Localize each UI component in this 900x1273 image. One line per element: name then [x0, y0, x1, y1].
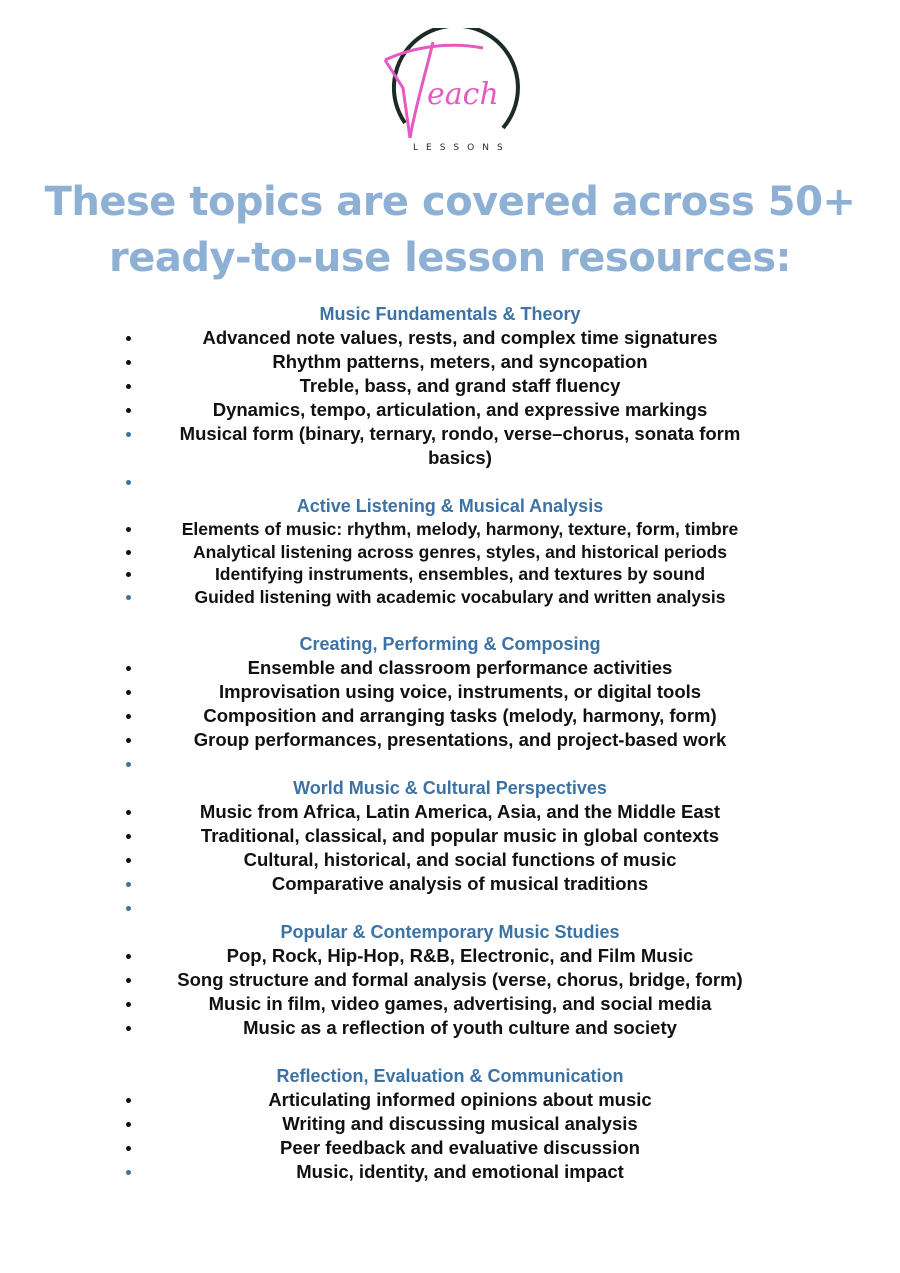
bullet-icon	[126, 762, 131, 767]
list-item: Analytical listening across genres, styles, and historical periods	[0, 541, 900, 564]
section-popular-contemporary	[0, 920, 900, 1064]
list-item: Musical form (binary, ternary, rondo, verse–chorus, sonata form basics)	[0, 422, 900, 470]
headline-line-1: These topics are covered across 50+	[44, 179, 856, 225]
list-item: Pop, Rock, Hip-Hop, R&B, Electronic, and Film Music	[0, 944, 900, 968]
bullet-icon	[126, 1002, 131, 1007]
list-item: Music from Africa, Latin America, Asia, and the Middle East	[0, 800, 900, 824]
list-item: Guided listening with academic vocabulary and written analysis	[0, 586, 900, 609]
bullet-icon	[126, 432, 131, 437]
bullet-icon	[126, 360, 131, 365]
bullet-icon	[126, 480, 131, 485]
list-item: Improvisation using voice, instruments, or digital tools	[0, 680, 900, 704]
teach-lessons-logo	[375, 28, 525, 158]
bullet-icon	[126, 336, 131, 341]
section-world-music	[0, 776, 900, 920]
bullet-icon	[126, 906, 131, 911]
bullet-icon	[126, 527, 131, 532]
bullet-icon	[126, 954, 131, 959]
list-item: Advanced note values, rests, and complex time signatures	[0, 326, 900, 350]
list-item: Music as a reflection of youth culture and society	[0, 1016, 900, 1040]
list-item: Articulating informed opinions about music	[0, 1088, 900, 1112]
list-item: Ensemble and classroom performance activities	[0, 656, 900, 680]
topics-list	[0, 302, 900, 1184]
bullet-icon	[126, 978, 131, 983]
headline-line-2: ready-to-use lesson resources:	[108, 235, 792, 281]
bullet-icon	[126, 690, 131, 695]
bullet-icon	[126, 1026, 131, 1031]
bullet-icon	[126, 714, 131, 719]
list-item: Rhythm patterns, meters, and syncopation	[0, 350, 900, 374]
section-active-listening	[0, 494, 900, 632]
list-item: Music, identity, and emotional impact	[0, 1160, 900, 1184]
list-item: Identifying instruments, ensembles, and textures by sound	[0, 563, 900, 586]
svg-text:LESSONS: LESSONS	[413, 143, 511, 153]
bullet-icon	[126, 572, 131, 577]
empty-list-item	[0, 896, 900, 920]
logo-mark-icon	[375, 28, 525, 158]
list-item: Composition and arranging tasks (melody, harmony, form)	[0, 704, 900, 728]
bullet-icon	[126, 1098, 131, 1103]
bullet-icon	[126, 1122, 131, 1127]
spacer	[0, 1040, 900, 1064]
bullet-icon	[126, 384, 131, 389]
section-title: Creating, Performing & Composing	[299, 634, 601, 654]
list-item: Elements of music: rhythm, melody, harmony, texture, form, timbre	[0, 518, 900, 541]
section-creating-performing	[0, 632, 900, 776]
bullet-icon	[126, 1146, 131, 1151]
section-title: Reflection, Evaluation & Communication	[276, 1066, 624, 1086]
page-headline	[0, 174, 900, 286]
list-item: Peer feedback and evaluative discussion	[0, 1136, 900, 1160]
list-item: Group performances, presentations, and project-based work	[0, 728, 900, 752]
list-item: Treble, bass, and grand staff fluency	[0, 374, 900, 398]
bullet-icon	[126, 810, 131, 815]
list-item: Dynamics, tempo, articulation, and expressive markings	[0, 398, 900, 422]
spacer	[0, 608, 900, 632]
section-title: Active Listening & Musical Analysis	[296, 496, 604, 516]
list-item: Comparative analysis of musical traditions	[0, 872, 900, 896]
section-title: World Music & Cultural Perspectives	[293, 778, 607, 798]
section-reflection-evaluation	[0, 1064, 900, 1184]
bullet-icon	[126, 858, 131, 863]
section-title: Music Fundamentals & Theory	[319, 304, 581, 324]
bullet-icon	[126, 550, 131, 555]
empty-list-item	[0, 470, 900, 494]
bullet-icon	[126, 666, 131, 671]
list-item: Traditional, classical, and popular music in global contexts	[0, 824, 900, 848]
section-title: Popular & Contemporary Music Studies	[280, 922, 620, 942]
bullet-icon	[126, 595, 131, 600]
bullet-icon	[126, 834, 131, 839]
list-item: Song structure and formal analysis (verse, chorus, bridge, form)	[0, 968, 900, 992]
bullet-icon	[126, 882, 131, 887]
list-item: Writing and discussing musical analysis	[0, 1112, 900, 1136]
section-music-fundamentals	[0, 302, 900, 494]
empty-list-item	[0, 752, 900, 776]
bullet-icon	[126, 738, 131, 743]
svg-text:each: each	[427, 77, 499, 112]
list-item: Music in film, video games, advertising, and social media	[0, 992, 900, 1016]
bullet-icon	[126, 408, 131, 413]
list-item: Cultural, historical, and social functions of music	[0, 848, 900, 872]
bullet-icon	[126, 1170, 131, 1175]
